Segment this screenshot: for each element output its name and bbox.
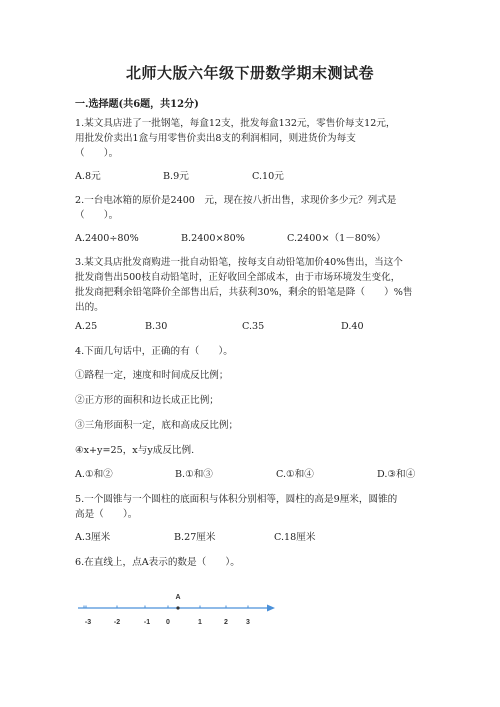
question-2-option-a: A.2400÷80%: [75, 233, 139, 244]
question-3-line-3: 批发商把剩余铅笔降价全部售出后，共获利30%，剩余的铅笔是降（ ）%售: [75, 287, 413, 298]
page-title: 北师大版六年级下册数学期末测试卷: [125, 64, 374, 82]
point-a-label: A: [175, 594, 181, 601]
question-4-statement-4: ④x+y=25，x与y成反比例.: [75, 445, 195, 456]
number-line-arrow-icon: [267, 605, 275, 612]
number-line-tick-label: 0: [166, 619, 170, 626]
number-line-tick-label: 1: [198, 619, 202, 626]
question-5-option-a: A.3厘米: [75, 532, 111, 543]
question-1-option-a: A.8元: [75, 171, 101, 182]
question-1-option-b: B.9元: [163, 171, 189, 182]
question-6-line-1: 6.在直线上，点A表示的数是（ ）。: [75, 557, 240, 568]
question-1-line-3: （ ）。: [75, 148, 119, 159]
question-3-option-d: D.40: [341, 321, 364, 332]
question-4-option-d: D.③和④: [377, 469, 416, 480]
number-line-tick-label: 2: [224, 619, 228, 626]
question-1-line-1: 1.某文具店进了一批钢笔，每盒12支，批发每盒132元，零售价每支12元，: [75, 118, 396, 129]
number-line-tick-label: -3: [84, 619, 92, 626]
question-1-line-2: 用批发价卖出1盒与用零售价卖出8支的利润相同，则进货价为每支: [75, 133, 356, 144]
question-4-option-b: B.①和③: [175, 469, 213, 480]
number-line-tick-label: -2: [113, 619, 121, 626]
question-4-statement-1: ①路程一定，速度和时间成反比例；: [75, 370, 229, 381]
question-4-line-1: 4.下面几句话中，正确的有（ ）。: [75, 346, 233, 357]
question-3-line-2: 批发商售出500枝自动铅笔时，正好收回全部成本，由于市场环境发生变化，: [75, 272, 401, 283]
question-4-option-a: A.①和②: [75, 469, 113, 480]
question-4-statement-3: ③三角形面积一定，底和高成反比例；: [75, 420, 239, 431]
question-5-line-1: 5.一个圆锥与一个圆柱的底面积与体积分别相等，圆柱的高是9厘米，圆锥的: [75, 494, 398, 505]
question-1-option-c: C.10元: [252, 171, 284, 182]
question-3-line-1: 3.某文具店批发商购进一批自动铅笔，按每支自动铅笔加价40%售出，当这个: [75, 257, 403, 268]
question-2-option-b: B.2400×80%: [181, 233, 245, 244]
number-line-tick-label: 3: [246, 619, 250, 626]
question-4-option-c: C.①和④: [276, 469, 314, 480]
point-a-marker: [176, 606, 179, 609]
question-2-line-2: （ ）。: [75, 210, 119, 221]
question-3-line-4: 出的。: [75, 302, 104, 313]
section-heading: 一.选择题(共6题，共12分): [75, 99, 199, 110]
question-2-line-1: 2.一台电冰箱的原价是2400 元，现在按八折出售，求现价多少元？列式是: [75, 195, 397, 206]
number-line-tick-label: -1: [143, 619, 151, 626]
question-5-option-c: C.18厘米: [274, 532, 316, 543]
question-2-option-c: C.2400×（1－80%）: [287, 233, 386, 244]
number-line: [70, 588, 285, 638]
question-4-statement-2: ②正方形的面积和边长成正比例；: [75, 395, 219, 406]
question-5-option-b: B.27厘米: [174, 532, 216, 543]
question-5-line-2: 高是（ ）。: [75, 509, 138, 520]
question-3-option-a: A.25: [75, 321, 98, 332]
question-3-option-b: B.30: [145, 321, 168, 332]
question-3-option-c: C.35: [242, 321, 265, 332]
